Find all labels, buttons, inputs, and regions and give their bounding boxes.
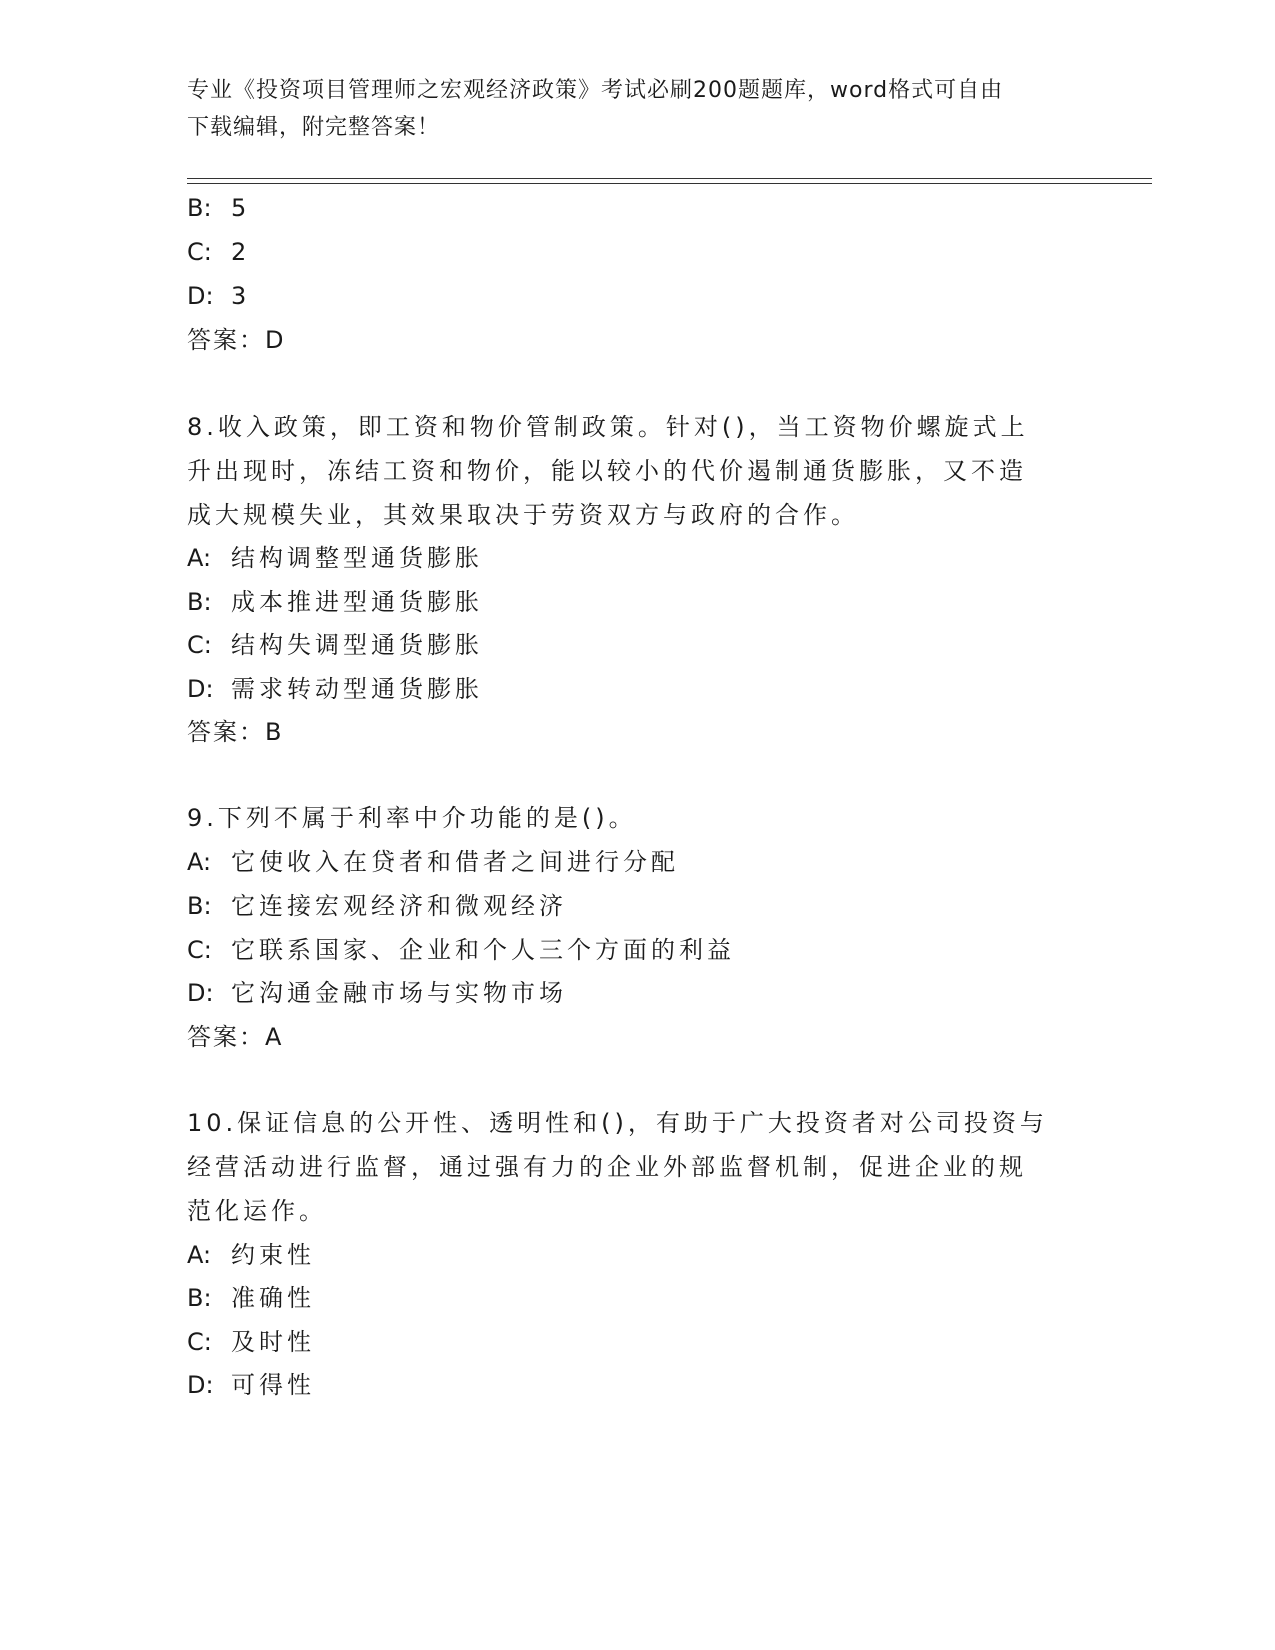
option-letter: C:	[187, 1328, 212, 1356]
prev-answer: 答案：D	[187, 326, 286, 354]
option-letter: C:	[187, 936, 212, 964]
option-text: 5	[231, 194, 251, 222]
option-text: 可得性	[231, 1371, 315, 1399]
option-letter: B:	[187, 194, 212, 222]
q10-option-d	[187, 1370, 315, 1400]
prev-option-b	[187, 193, 250, 223]
q9-option-a	[187, 847, 679, 877]
q10-stem-line-2: 经营活动进行监督，通过强有力的企业外部监督机制，促进企业的规	[187, 1153, 1027, 1181]
q9-answer: 答案：A	[187, 1023, 284, 1051]
header-line-1: 专业《投资项目管理师之宏观经济政策》考试必刷200题题库，word格式可自由	[187, 78, 1004, 103]
q10-option-a	[187, 1240, 315, 1270]
prev-option-c	[187, 237, 250, 267]
option-text: 准确性	[231, 1284, 315, 1312]
q9-option-c	[187, 935, 735, 965]
option-letter: C:	[187, 631, 212, 659]
option-text: 及时性	[231, 1328, 315, 1356]
header-line-2: 下载编辑，附完整答案！	[187, 115, 441, 140]
option-letter: A:	[187, 544, 212, 572]
q8-stem-line-1: 8.收入政策，即工资和物价管制政策。针对()，当工资物价螺旋式上	[187, 413, 1029, 441]
option-letter: D:	[187, 979, 214, 1007]
q8-option-d	[187, 674, 483, 704]
option-text: 它连接宏观经济和微观经济	[231, 892, 567, 920]
option-text: 成本推进型通货膨胀	[231, 588, 483, 616]
q8-answer: 答案：B	[187, 718, 284, 746]
option-text: 它使收入在贷者和借者之间进行分配	[231, 848, 679, 876]
option-text: 约束性	[231, 1241, 315, 1269]
q10-stem-line-1: 10.保证信息的公开性、透明性和()，有助于广大投资者对公司投资与	[187, 1109, 1048, 1137]
option-text: 3	[231, 282, 251, 310]
q10-option-b	[187, 1283, 315, 1313]
q8-option-a	[187, 543, 483, 573]
q8-option-c	[187, 630, 483, 660]
q9-stem-line-1: 9.下列不属于利率中介功能的是()。	[187, 804, 637, 832]
q9-option-d	[187, 978, 567, 1008]
option-text: 它联系国家、企业和个人三个方面的利益	[231, 936, 735, 964]
option-letter: B:	[187, 588, 212, 616]
q8-option-b	[187, 587, 483, 617]
option-letter: D:	[187, 1371, 214, 1399]
option-text: 它沟通金融市场与实物市场	[231, 979, 567, 1007]
q9-option-b	[187, 891, 567, 921]
option-letter: A:	[187, 848, 212, 876]
q10-stem-line-3: 范化运作。	[187, 1197, 327, 1225]
option-letter: B:	[187, 1284, 212, 1312]
option-letter: C:	[187, 238, 212, 266]
option-letter: D:	[187, 675, 214, 703]
q8-stem-line-2: 升出现时，冻结工资和物价，能以较小的代价遏制通货膨胀，又不造	[187, 457, 1027, 485]
option-text: 2	[231, 238, 251, 266]
option-text: 需求转动型通货膨胀	[231, 675, 483, 703]
option-text: 结构失调型通货膨胀	[231, 631, 483, 659]
option-letter: B:	[187, 892, 212, 920]
q10-option-c	[187, 1327, 315, 1357]
option-letter: D:	[187, 282, 214, 310]
document-header	[187, 72, 1087, 146]
option-letter: A:	[187, 1241, 212, 1269]
header-divider-top	[187, 178, 1152, 179]
prev-option-d	[187, 281, 250, 311]
option-text: 结构调整型通货膨胀	[231, 544, 483, 572]
header-divider-bottom	[187, 183, 1152, 184]
q8-stem-line-3: 成大规模失业，其效果取决于劳资双方与政府的合作。	[187, 501, 859, 529]
